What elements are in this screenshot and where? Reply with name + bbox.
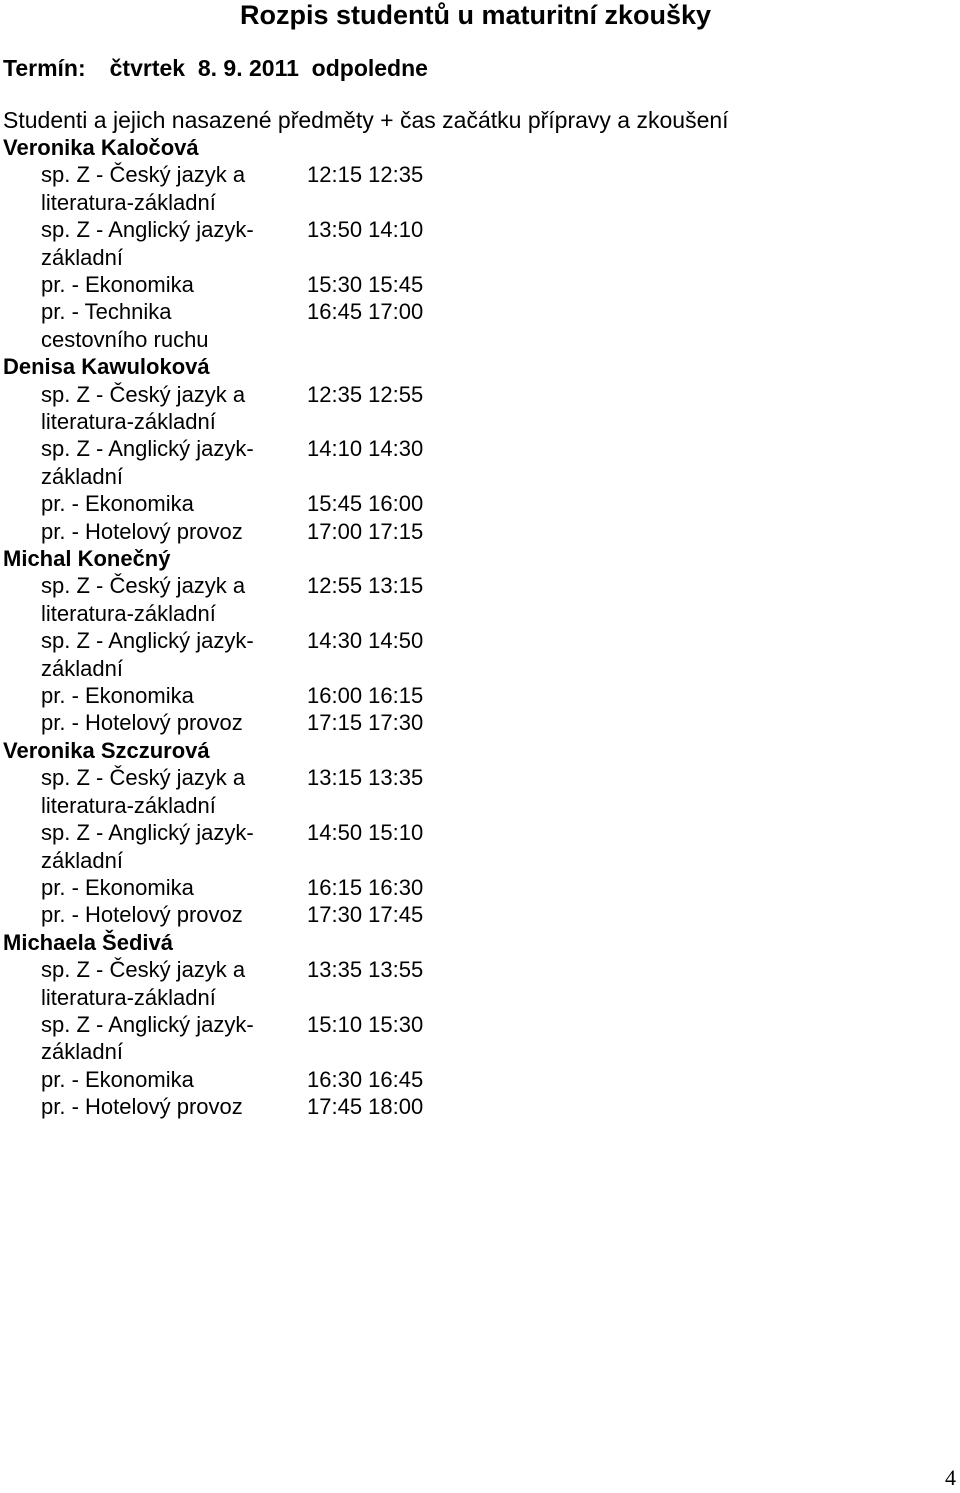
- subject-name: sp. Z - Anglický jazyk- základní: [41, 1011, 254, 1065]
- subject-times: 12:35 12:55: [307, 381, 424, 407]
- subject-times: 13:50 14:10: [307, 217, 424, 243]
- subject-name: pr. - Ekonomika: [41, 491, 194, 517]
- subject-times: 13:15 13:35: [307, 765, 424, 791]
- subject-row: [3, 1011, 903, 1066]
- subject-row: [3, 901, 903, 928]
- subject-row: [3, 271, 903, 298]
- subject-times: 16:15 16:30: [307, 874, 424, 900]
- exam-term: [3, 54, 428, 82]
- subject-times: 16:30 16:45: [307, 1066, 424, 1092]
- subject-name: sp. Z - Anglický jazyk- základní: [41, 628, 254, 681]
- subject-name: sp. Z - Český jazyk a literatura-základní: [41, 381, 246, 435]
- student-name: Veronika Kaločová: [3, 135, 199, 160]
- student-name: Michaela Šedivá: [3, 929, 173, 955]
- page-number: 4: [945, 1465, 956, 1490]
- subject-times: 17:45 18:00: [307, 1094, 424, 1120]
- subject-name: pr. - Technika cestovního ruchu: [41, 299, 209, 352]
- subject-row: [3, 216, 903, 271]
- subject-row: [3, 956, 903, 1011]
- subject-times: 12:15 12:35: [307, 162, 424, 188]
- subject-times: 16:00 16:15: [307, 683, 424, 709]
- subject-name: pr. - Ekonomika: [41, 272, 194, 298]
- subject-times: 15:45 16:00: [307, 491, 424, 517]
- subject-name: sp. Z - Český jazyk a literatura-základní: [41, 162, 246, 215]
- subject-times: 17:00 17:15: [307, 518, 424, 544]
- page-title: Rozpis studentů u maturitní zkoušky: [240, 0, 712, 30]
- subject-row: [3, 490, 903, 517]
- subject-name: sp. Z - Anglický jazyk- základní: [41, 217, 254, 270]
- subject-row: [3, 627, 903, 682]
- term-value: čtvrtek 8. 9. 2011 odpoledne: [109, 55, 428, 81]
- student-block: [3, 737, 903, 929]
- student-block: [3, 353, 903, 545]
- subject-row: [3, 764, 903, 819]
- student-block: [3, 929, 903, 1121]
- subject-name: sp. Z - Anglický jazyk- základní: [41, 436, 254, 489]
- subject-row: [3, 1093, 903, 1120]
- subject-times: 14:10 14:30: [307, 436, 424, 462]
- subject-times: 14:30 14:50: [307, 628, 424, 654]
- student-block: [3, 545, 903, 737]
- subject-row: [3, 874, 903, 901]
- subject-row: [3, 572, 903, 627]
- subject-times: 17:30 17:45: [307, 902, 424, 928]
- student-block: [3, 134, 903, 353]
- intro-text: Studenti a jejich nasazené předměty + čas začátku přípravy a zkoušení: [3, 107, 729, 133]
- subject-row: [3, 1066, 903, 1093]
- subject-row: [3, 435, 903, 490]
- subject-row: [3, 682, 903, 709]
- student-name: Denisa Kawuloková: [3, 354, 210, 380]
- subject-name: sp. Z - Český jazyk a literatura-základní: [41, 957, 246, 1010]
- student-name: Veronika Szczurová: [3, 737, 210, 763]
- student-list: [3, 134, 903, 1121]
- subject-row: [3, 518, 903, 545]
- subject-times: 14:50 15:10: [307, 820, 424, 846]
- subject-times: 13:35 13:55: [307, 957, 424, 983]
- subject-name: sp. Z - Anglický jazyk- základní: [41, 820, 254, 873]
- subject-name: pr. - Ekonomika: [41, 1066, 194, 1092]
- subject-times: 15:30 15:45: [307, 272, 424, 298]
- subject-row: [3, 819, 903, 874]
- subject-name: pr. - Hotelový provoz: [41, 518, 243, 544]
- subject-name: sp. Z - Český jazyk a literatura-základní: [41, 765, 246, 818]
- subject-row: [3, 298, 903, 353]
- subject-name: pr. - Hotelový provoz: [41, 902, 243, 928]
- subject-row: [3, 161, 903, 216]
- subject-name: pr. - Hotelový provoz: [41, 1094, 243, 1120]
- subject-times: 17:15 17:30: [307, 710, 424, 736]
- subject-name: pr. - Ekonomika: [41, 874, 194, 900]
- subject-times: 12:55 13:15: [307, 573, 424, 599]
- student-name: Michal Konečný: [3, 546, 171, 572]
- term-label: Termín:: [3, 55, 86, 81]
- subject-times: 16:45 17:00: [307, 299, 424, 325]
- subject-times: 15:10 15:30: [307, 1011, 424, 1037]
- subject-row: [3, 381, 903, 436]
- subject-name: sp. Z - Český jazyk a literatura-základní: [41, 573, 246, 626]
- subject-name: pr. - Hotelový provoz: [41, 710, 243, 736]
- subject-row: [3, 709, 903, 736]
- subject-name: pr. - Ekonomika: [41, 683, 194, 709]
